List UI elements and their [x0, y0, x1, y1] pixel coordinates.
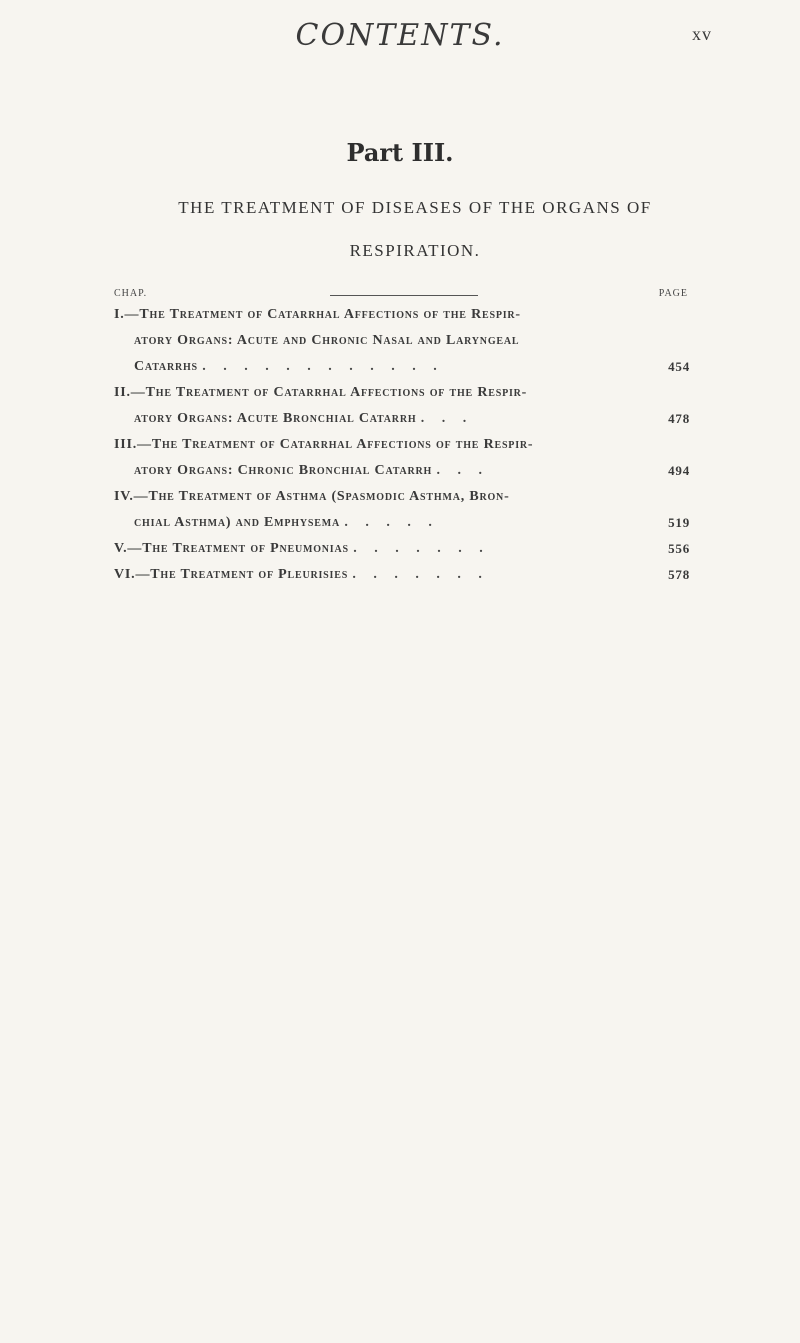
toc-entry-line: IV.—The Treatment of Asthma (Spasmodic Asthma, Bron-	[114, 489, 510, 504]
toc-page-number: 454	[668, 359, 690, 374]
running-title: CONTENTS.	[295, 18, 505, 53]
chapter-column-label: CHAP.	[114, 288, 148, 299]
dot-leader: . . .	[420, 411, 474, 426]
toc-entry-chapter-6	[114, 562, 690, 588]
toc-entry-last-line	[114, 458, 690, 484]
toc-entry-line: I.—The Treatment of Catarrhal Affections of the Respir-	[114, 307, 521, 322]
toc-entry-last-line	[114, 354, 690, 380]
toc-entry-chapter-5	[114, 536, 690, 562]
toc-entry-chapter-2	[114, 380, 690, 432]
dot-leader: . . . . .	[344, 515, 439, 530]
dot-leader: . . . . . . . . . . . .	[202, 359, 444, 374]
toc-entry-text: atory Organs: Acute Bronchial Catarrh	[134, 411, 417, 426]
dot-leader: . . . . . . .	[352, 567, 489, 582]
part-title: Part III.	[346, 138, 454, 167]
toc-entry-last-line	[114, 562, 690, 588]
section-heading-line-2: RESPIRATION.	[349, 241, 481, 260]
section-heading-line-1: THE TREATMENT OF DISEASES OF THE ORGANS OF	[178, 198, 652, 217]
toc-page-number: 556	[668, 541, 690, 556]
toc-page-number: 478	[668, 411, 690, 426]
toc-entry-line: II.—The Treatment of Catarrhal Affections of the Respir-	[114, 385, 528, 400]
dot-leader: . . . . . . .	[353, 541, 490, 556]
toc-page-number: 578	[668, 567, 690, 582]
table-of-contents	[114, 302, 690, 588]
toc-entry-line: III.—The Treatment of Catarrhal Affections of the Respir-	[114, 437, 534, 452]
running-header	[0, 18, 800, 62]
toc-entry-chapter-1	[114, 302, 690, 380]
toc-entry-text: atory Organs: Chronic Bronchial Catarrh	[134, 463, 433, 478]
toc-page-number: 494	[668, 463, 690, 478]
toc-entry-text: V.—The Treatment of Pneumonias	[114, 541, 349, 556]
toc-entry-text: Catarrhs	[134, 359, 198, 374]
toc-entry-text: chial Asthma) and Emphysema	[134, 515, 340, 530]
toc-entry-chapter-3	[114, 432, 690, 484]
page-number: xv	[692, 24, 712, 44]
page-column-label: PAGE	[658, 288, 688, 299]
toc-entry-line: atory Organs: Acute and Chronic Nasal and Laryngeal	[134, 333, 520, 348]
dot-leader: . . .	[436, 463, 489, 478]
toc-entry-text: VI.—The Treatment of Pleurisies	[114, 567, 349, 582]
divider-rule	[330, 295, 478, 296]
toc-page-number: 519	[668, 515, 690, 530]
toc-entry-last-line	[114, 536, 690, 562]
toc-entry-chapter-4	[114, 484, 690, 536]
toc-entry-last-line	[114, 406, 690, 432]
toc-entry-last-line	[114, 510, 690, 536]
